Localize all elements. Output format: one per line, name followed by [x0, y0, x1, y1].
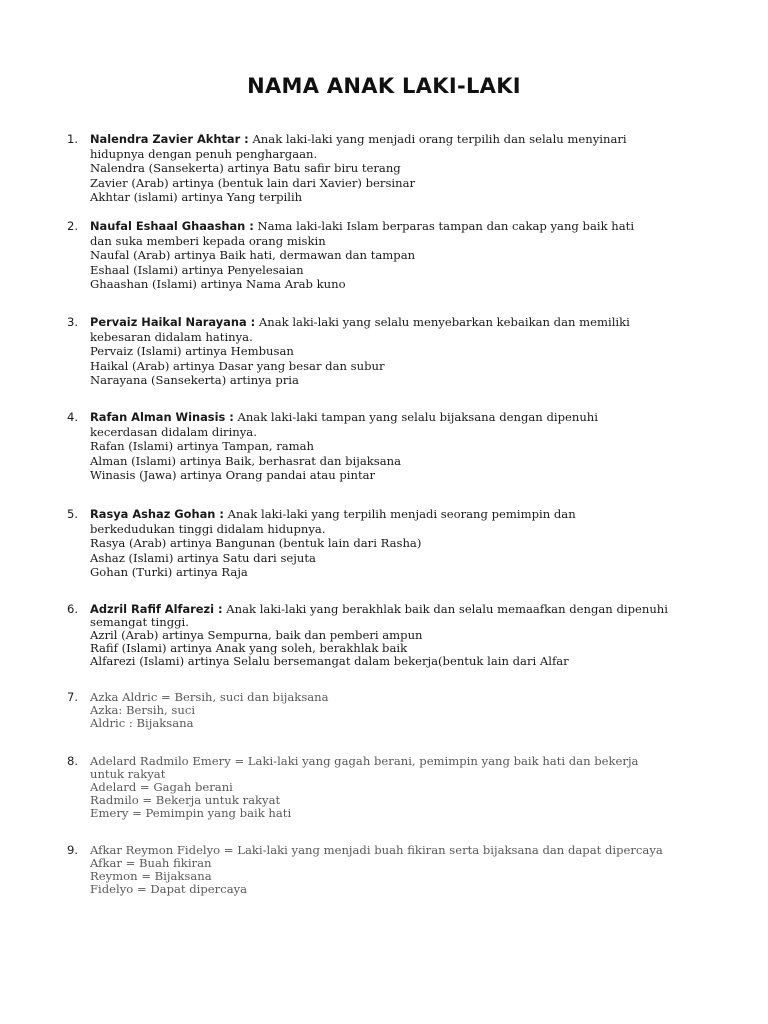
item-body [90, 507, 707, 580]
item-number: 4. [67, 410, 79, 424]
item-line: Eshaal (Islami) artinya Penyelesaian [90, 262, 304, 277]
item-line: dan suka memberi kepada orang miskin [90, 233, 326, 248]
item-description: Anak laki-laki yang berakhlak baik dan selalu memaafkan dengan dipenuhi [226, 602, 668, 616]
item-line: Rafan (Islami) artinya Tampan, ramah [90, 439, 315, 454]
item-line: Ghaashan (Islami) artinya Nama Arab kuno [90, 277, 346, 292]
item-body [90, 603, 707, 668]
item-first-line [90, 315, 707, 330]
item-line: untuk rakyat [90, 767, 166, 781]
item-number: 1. [67, 132, 79, 146]
item-description: = Laki-laki yang gagah berani, pemimpin yang baik hati dan bekerja [234, 754, 639, 768]
item-line: semangat tinggi. [90, 615, 189, 629]
item-line: Alman (Islami) artinya Baik, berhasrat dan bijaksana [90, 453, 402, 468]
item-name: Rasya Ashaz Gohan : [90, 507, 224, 521]
list-item [67, 755, 707, 820]
item-description: Anak laki-laki yang menjadi orang terpilih dan selalu menyinari [252, 132, 627, 146]
list-item [67, 315, 707, 388]
list-item [67, 603, 707, 668]
item-line: Gohan (Turki) artinya Raja [90, 565, 248, 580]
item-description: Anak laki-laki yang selalu menyebarkan kebaikan dan memiliki [258, 315, 630, 329]
item-line: hidupnya dengan penuh penghargaan. [90, 146, 318, 161]
item-name: Rafan Alman Winasis : [90, 410, 234, 424]
item-body [90, 219, 707, 292]
item-line: kecerdasan didalam dirinya. [90, 424, 257, 439]
item-body [90, 315, 707, 388]
item-description: Nama laki-laki Islam berparas tampan dan cakap yang baik hati [257, 219, 635, 233]
item-line: Winasis (Jawa) artinya Orang pandai atau pintar [90, 468, 376, 483]
item-line: Fidelyo = Dapat dipercaya [90, 882, 248, 896]
item-name: Naufal Eshaal Ghaashan : [90, 219, 254, 233]
item-line: berkedudukan tinggi didalam hidupnya. [90, 521, 326, 536]
item-line: Reymon = Bijaksana [90, 869, 212, 883]
item-line: Adelard = Gagah berani [90, 780, 233, 794]
item-number: 8. [67, 754, 79, 768]
item-first-line [90, 219, 707, 234]
item-name: Adzril Rafif Alfarezi : [90, 602, 223, 616]
item-name: Nalendra Zavier Akhtar : [90, 132, 249, 146]
item-line: Alfarezi (Islami) artinya Selalu bersemangat dalam bekerja(bentuk lain dari Alfar [90, 654, 569, 668]
item-description: = Bersih, suci dan bijaksana [161, 690, 329, 704]
item-first-line [90, 755, 707, 768]
item-body [90, 691, 707, 730]
item-line: Rafif (Islami) artinya Anak yang soleh, berakhlak baik [90, 641, 408, 655]
item-description: Anak laki-laki yang terpilih menjadi seorang pemimpin dan [227, 507, 576, 521]
item-body [90, 844, 707, 896]
item-body [90, 755, 707, 820]
page-title: NAMA ANAK LAKI-LAKI [247, 74, 521, 98]
item-line: Naufal (Arab) artinya Baik hati, dermawan dan tampan [90, 248, 416, 263]
item-line: kebesaran didalam hatinya. [90, 329, 253, 344]
item-line: Nalendra (Sansekerta) artinya Batu safir biru terang [90, 161, 401, 176]
item-line: Pervaiz (Islami) artinya Hembusan [90, 344, 294, 359]
item-description: = Laki-laki yang menjadi buah fikiran serta bijaksana dan dapat dipercaya [223, 843, 663, 857]
item-body [90, 410, 707, 483]
item-line: Azka: Bersih, suci [90, 703, 196, 717]
item-line: Haikal (Arab) artinya Dasar yang besar dan subur [90, 358, 385, 373]
item-description: Anak laki-laki tampan yang selalu bijaksana dengan dipenuhi [237, 410, 598, 424]
item-name: Azka Aldric [90, 690, 158, 704]
item-line: Aldric : Bijaksana [90, 716, 194, 730]
item-name: Pervaiz Haikal Narayana : [90, 315, 256, 329]
item-line: Radmilo = Bekerja untuk rakyat [90, 793, 281, 807]
item-number: 2. [67, 219, 79, 233]
list-item [67, 691, 707, 730]
item-line: Zavier (Arab) artinya (bentuk lain dari Xavier) bersinar [90, 175, 416, 190]
item-number: 7. [67, 690, 79, 704]
item-line: Narayana (Sansekerta) artinya pria [90, 373, 299, 388]
item-first-line [90, 132, 707, 147]
item-line: Ashaz (Islami) artinya Satu dari sejuta [90, 550, 316, 565]
item-name: Adelard Radmilo Emery [90, 754, 231, 768]
item-first-line [90, 410, 707, 425]
item-body [90, 132, 707, 205]
item-name: Afkar Reymon Fidelyo [90, 843, 221, 857]
list-item [67, 219, 707, 292]
item-line: Rasya (Arab) artinya Bangunan (bentuk lain dari Rasha) [90, 536, 422, 551]
item-number: 6. [67, 602, 79, 616]
item-line: Azril (Arab) artinya Sempurna, baik dan pemberi ampun [90, 628, 423, 642]
item-line: Akhtar (islami) artinya Yang terpilih [90, 190, 303, 205]
item-number: 3. [67, 315, 79, 329]
list-item [67, 132, 707, 205]
item-line: Emery = Pemimpin yang baik hati [90, 806, 292, 820]
item-line: Afkar = Buah fikiran [90, 856, 212, 870]
list-item [67, 507, 707, 580]
item-number: 9. [67, 843, 79, 857]
item-number: 5. [67, 507, 79, 521]
list-item [67, 844, 707, 896]
list-item [67, 410, 707, 483]
item-first-line [90, 507, 707, 522]
